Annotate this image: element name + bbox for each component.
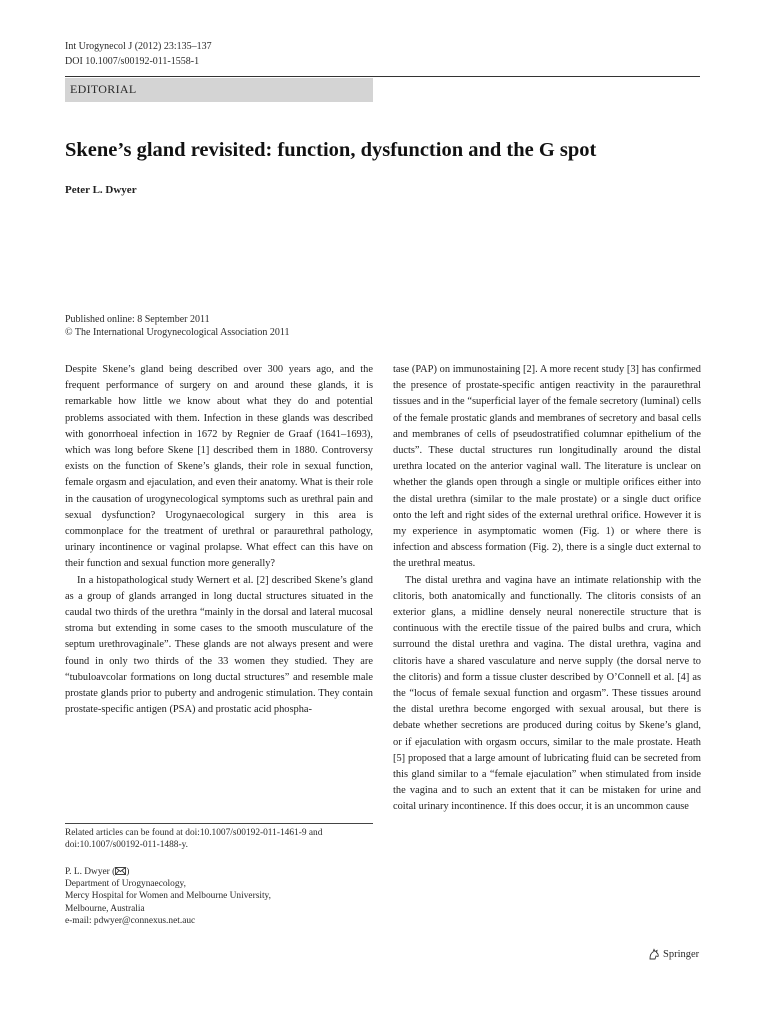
published-date: Published online: 8 September 2011	[65, 314, 210, 325]
journal-reference: Int Urogynecol J (2012) 23:135–137	[65, 41, 212, 52]
affiliation-email[interactable]: e-mail: pdwyer@connexus.net.auc	[65, 915, 196, 926]
affiliation-department: Department of Urogynaecology,	[65, 879, 186, 890]
section-label: EDITORIAL	[65, 78, 373, 102]
affiliation-city: Melbourne, Australia	[65, 903, 145, 914]
affiliation-name: P. L. Dwyer (	[65, 867, 116, 877]
paragraph: Despite Skene’s gland being described over 300 years ago, and the frequent performance of surgery on and around these glands, it is remarkable how little we know about what they do and potential problems associated with them. Infection in these glands was described with gonorrhoeal infection in 1672 by Regnier de Graaf (1641–1693), which was long before Skene [1] described them in 1880. Controversy exists on the function of Skene’s glands, their role in sexual function, female orgasm and ejaculation, and even their anatomy. What is their role in the causation of urogynecological symptoms such as urethral pain and sexual dysfunction? Urogynaecological surgery in this area is commonplace for the treatment of urethral or paraurethral pathology, urinary incontinence or vaginal prolapse. What effect can this have on their function and sexual function more generally?	[65, 364, 373, 570]
doi: DOI 10.1007/s00192-011-1558-1	[65, 56, 200, 67]
footnote-rule	[65, 823, 373, 824]
publisher-logo	[648, 948, 699, 960]
springer-horse-icon	[648, 948, 660, 960]
body-column-left	[65, 362, 373, 718]
author-name: Peter L. Dwyer	[65, 184, 137, 196]
article-title: Skene’s gland revisited: function, dysfunction and the G spot	[65, 139, 597, 161]
affiliation-name-line: P. L. Dwyer ( )	[65, 867, 130, 877]
paragraph: tase (PAP) on immunostaining [2]. A more recent study [3] has confirmed the presence of prostate-specific antigen reactivity in the paraurethral tissues and in the “superficial layer of the female secretory (luminal) cells of the female prostatic glands and membranes of secretory and basal cells and membranes of cells of pseudostratified columnar epithelium of the ducts”. These ductal structures run longitudinally around the distal urethra located on the anterior vaginal wall. The literature is unclear on whether the glands open through a single or multiple orifices either into the distal urethra (similar to the male prostate) or a single duct orifice onto the left and right sides of the external urethral orifice. However it is my experience in asymptomatic women (Fig. 1) or where there is infection and abscess formation (Fig. 2), there is a single duct external to the urethral meatus.	[393, 364, 701, 570]
envelope-icon[interactable]	[115, 867, 126, 877]
paragraph: The distal urethra and vagina have an intimate relationship with the clitoris, both anatomically and functionally. The clitoris consists of an exterior glans, a midline densely neural nonerectile structure that is continuous with the erectile tissue of the paired bulbs and crura, which surround the distal urethra and vagina. The distal urethra, vagina and clitoris have a shared vasculature and nerve supply (the dorsal nerve to the clitoris) and form a tissue cluster described by O’Connell et al. [4] as the “locus of female sexual function and orgasm”. These tissues around the distal urethra become engorged with sexual arousal, but there is debate whether secretions are produced during coitus by Skene’s gland, or if ejaculation with orgasm occurs, similar to the male prostate. Heath [5] proposed that a large amount of lubricating fluid can be secreted from this gland similar to a “female ejaculation” when stimulated from inside the vagina and to such an extent that it can be mistaken for urine and coital urinary incontinence. If this does occur, it is an uncommon cause	[393, 574, 701, 813]
header-rule	[65, 76, 700, 77]
affiliation-hospital: Mercy Hospital for Women and Melbourne University,	[65, 891, 271, 902]
paragraph: In a histopathological study Wernert et al. [2] described Skene’s gland as a group of glands arranged in long ductal structures situated in the caudal two thirds of the urethra “mainly in the dorsal and lateral mucosal stroma but extending in some cases to the smooth musculature of the septum urethrovaginale”. These glands are not always present and were found in only two thirds of the 33 women they studied. They are “tubuloavcolar formations on long ductal structures” and resemble male prostate glands prior to puberty and androgenic stimulation. They contain prostate-specific antigen (PSA) and prostatic acid phospha-	[65, 574, 373, 716]
related-articles-note: Related articles can be found at doi:10.1007/s00192-011-1461-9 and doi:10.1007/s00192-011-1488-y.	[65, 828, 323, 851]
body-column-right	[393, 362, 701, 816]
author-affiliation	[65, 866, 365, 927]
copyright-notice: © The International Urogynecological Association 2011	[65, 327, 290, 338]
publisher-name: Springer	[663, 948, 700, 960]
